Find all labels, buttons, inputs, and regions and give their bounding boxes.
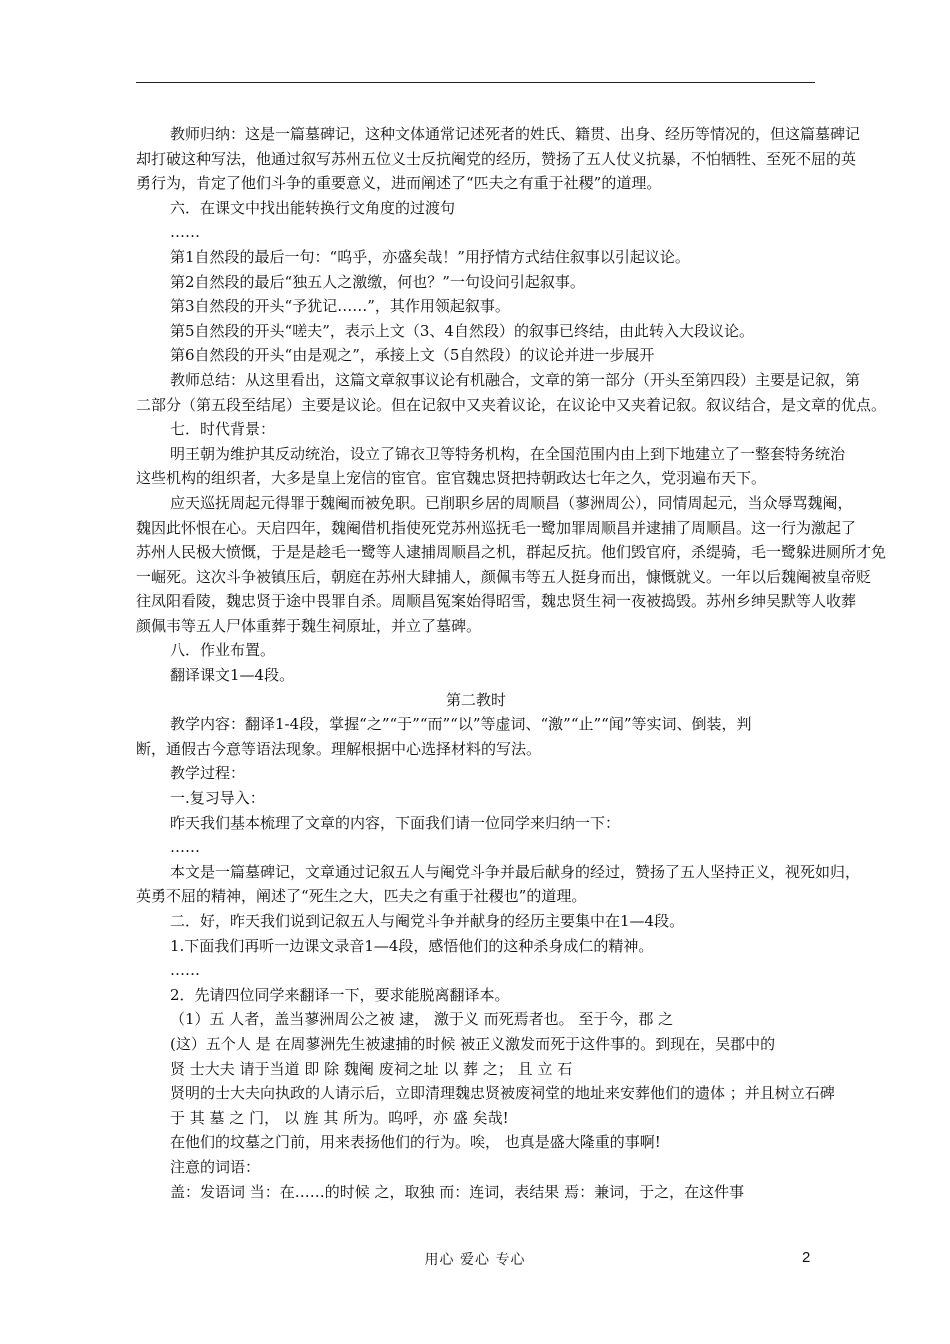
text-line: …… [170, 223, 200, 242]
text-line: …… [170, 961, 200, 980]
text-line: 应天巡抚周起元得罪于魏阉而被免职。已削职乡居的周顺昌（蓼洲周公），同情周起元，当众辱骂魏阉， [170, 493, 853, 512]
text-line: 往凤阳看陵，魏忠贤于途中畏罪自杀。周顺昌冤案始得昭雪，魏忠贤生祠一夜被捣毁。苏州乡绅吴默等人收葬 [136, 592, 857, 611]
text-line: 本文是一篇墓碑记，文章通过记叙五人与阉党斗争并最后献身的经过，赞扬了五人坚持正义，视死如归， [170, 862, 861, 881]
text-line: 教师归纳：这是一篇墓碑记，这种文体通常记述死者的姓氏、籍贯、出身、经历等情况的，但这篇墓碑记 [170, 125, 861, 143]
text-line: 断，通假古今意等语法现象。理解根据中心选择材料的写法。 [136, 739, 542, 758]
text-line: 二部分（第五段至结尾）主要是议论。但在记叙中又夹着议论，在议论中又夹着记叙。叙议结合，是文章的优点。 [136, 395, 887, 414]
text-line: 明王朝为维护其反动统治，设立了锦衣卫等特务机构，在全国范围内由上到下地建立了一整套特务统治 [170, 444, 846, 463]
text-line: 在他们的坟墓之门前，用来表扬他们的行为。唉， 也真是盛大隆重的事啊! [170, 1133, 661, 1152]
text-line: 六．在课文中找出能转换行文角度的过渡句 [170, 198, 456, 217]
text-line: 第2自然段的最后“独五人之激缴，何也？”一句设问引起叙事。 [170, 272, 585, 291]
page-footer: 用心 爱心 专心 [424, 1252, 526, 1268]
text-line: 英勇不屈的精神，阐述了“死生之大，匹夫之有重于社稷也”的道理。 [136, 887, 587, 906]
text-line: 第5自然段的开头“嗟夫”，表示上文（3、4自然段）的叙事已终结，由此转入大段议论。 [170, 321, 754, 340]
text-line: (这）五个人 是 在周蓼洲先生被逮捕的时候 被正义激发而死于这件事的。到现在，吴郡中的 [170, 1034, 776, 1053]
text-line: 于 其 墓 之 门， 以 旌 其 所为。呜呼，亦 盛 矣哉! [170, 1108, 509, 1127]
section-heading: 第二教时 [445, 690, 506, 709]
text-line: 却打破这种写法，他通过叙写苏州五位义士反抗阉党的经历，赞扬了五人仗义抗暴，不怕牺牲、至死不屈的英 [136, 149, 857, 168]
text-line: 七．时代背景： [170, 420, 276, 439]
text-line: 教学内容：翻译1-4段，掌握“之”“于”“而”“以”等虚词、“激”“止”“闻”等实词、倒装，判 [170, 715, 752, 734]
text-line: 昨天我们基本梳理了文章的内容，下面我们请一位同学来归纳一下： [170, 813, 621, 832]
page-number: 2 [802, 1249, 811, 1266]
text-line: 勇行为，肯定了他们斗争的重要意义，进而阐述了“匹夫之有重于社稷”的道理。 [136, 174, 662, 193]
text-line: 二．好，昨天我们说到记叙五人与阉党斗争并献身的经历主要集中在1—4段。 [170, 912, 685, 930]
header-rule [136, 82, 815, 83]
text-line: 颜佩韦等五人尸体重葬于魏生祠原址，并立了墓碑。 [136, 616, 482, 635]
text-line: 教师总结：从这里看出，这篇文章叙事议论有机融合，文章的第一部分（开头至第四段）主要是记叙，第 [170, 370, 861, 389]
text-line: 2．先请四位同学来翻译一下，要求能脱离翻译本。 [170, 985, 510, 1004]
text-line: 贤 士大夫 请于当道 即 除 魏阉 废祠之址 以 葬 之； 且 立 石 [170, 1059, 573, 1078]
text-line: 注意的词语： [170, 1157, 261, 1176]
text-line: 苏州人民极大愤慨，于是是趁毛一鹭等人逮捕周顺昌之机，群起反抗。他们毁官府，杀缇骑，毛一鹭躲进厕所才免 [136, 543, 887, 562]
text-line: 第6自然段的开头“由是观之”，承接上文（5自然段）的议论并进一步展开 [170, 346, 655, 365]
text-line: 一.复习导入： [170, 789, 265, 808]
text-line: 教学过程： [170, 764, 246, 783]
text-line: 翻译课文1—4段。 [170, 666, 295, 685]
text-line: …… [170, 838, 200, 857]
text-line: 八．作业布置。 [170, 641, 276, 660]
text-line: 1.下面我们再听一边课文录音1—4段，感悟他们的这种杀身成仁的精神。 [170, 936, 654, 955]
text-line: 第1自然段的最后一句：“呜乎，亦盛矣哉！”用抒情方式结住叙事以引起议论。 [170, 247, 690, 266]
document-body [136, 122, 887, 1204]
text-line: 贤明的士大夫向执政的人请示后，立即清理魏忠贤被废祠堂的地址来安葬他们的遗体 ；并且树立石碑 [170, 1084, 835, 1103]
text-line: 魏因此怀恨在心。天启四年，魏阉借机指使死党苏州巡抚毛一鹭加罪周顺昌并逮捕了周顺昌。这一行为激起了 [136, 518, 857, 537]
text-line: 第3自然段的开头“予犹记……”，其作用领起叙事。 [170, 297, 510, 316]
text-line: 一崛死。这次斗争被镇压后，朝庭在苏州大肆捕人，颜佩韦等五人挺身而出，慷慨就义。一年以后魏阉被皇帝贬 [136, 567, 872, 586]
text-line: 盖：发语词 当：在……的时候 之，取独 而：连词，表结果 焉：兼词，于之，在这件事 [170, 1182, 745, 1201]
text-line: （1）五 人者，盖当蓼洲周公之被 逮， 激于义 而死焉者也。 至于今，郡 之 [170, 1010, 674, 1029]
text-line: 这些机构的组织者，大多是皇上宠信的宦官。宦官魏忠贤把持朝政达七年之久，党羽遍布天下。 [136, 469, 767, 488]
